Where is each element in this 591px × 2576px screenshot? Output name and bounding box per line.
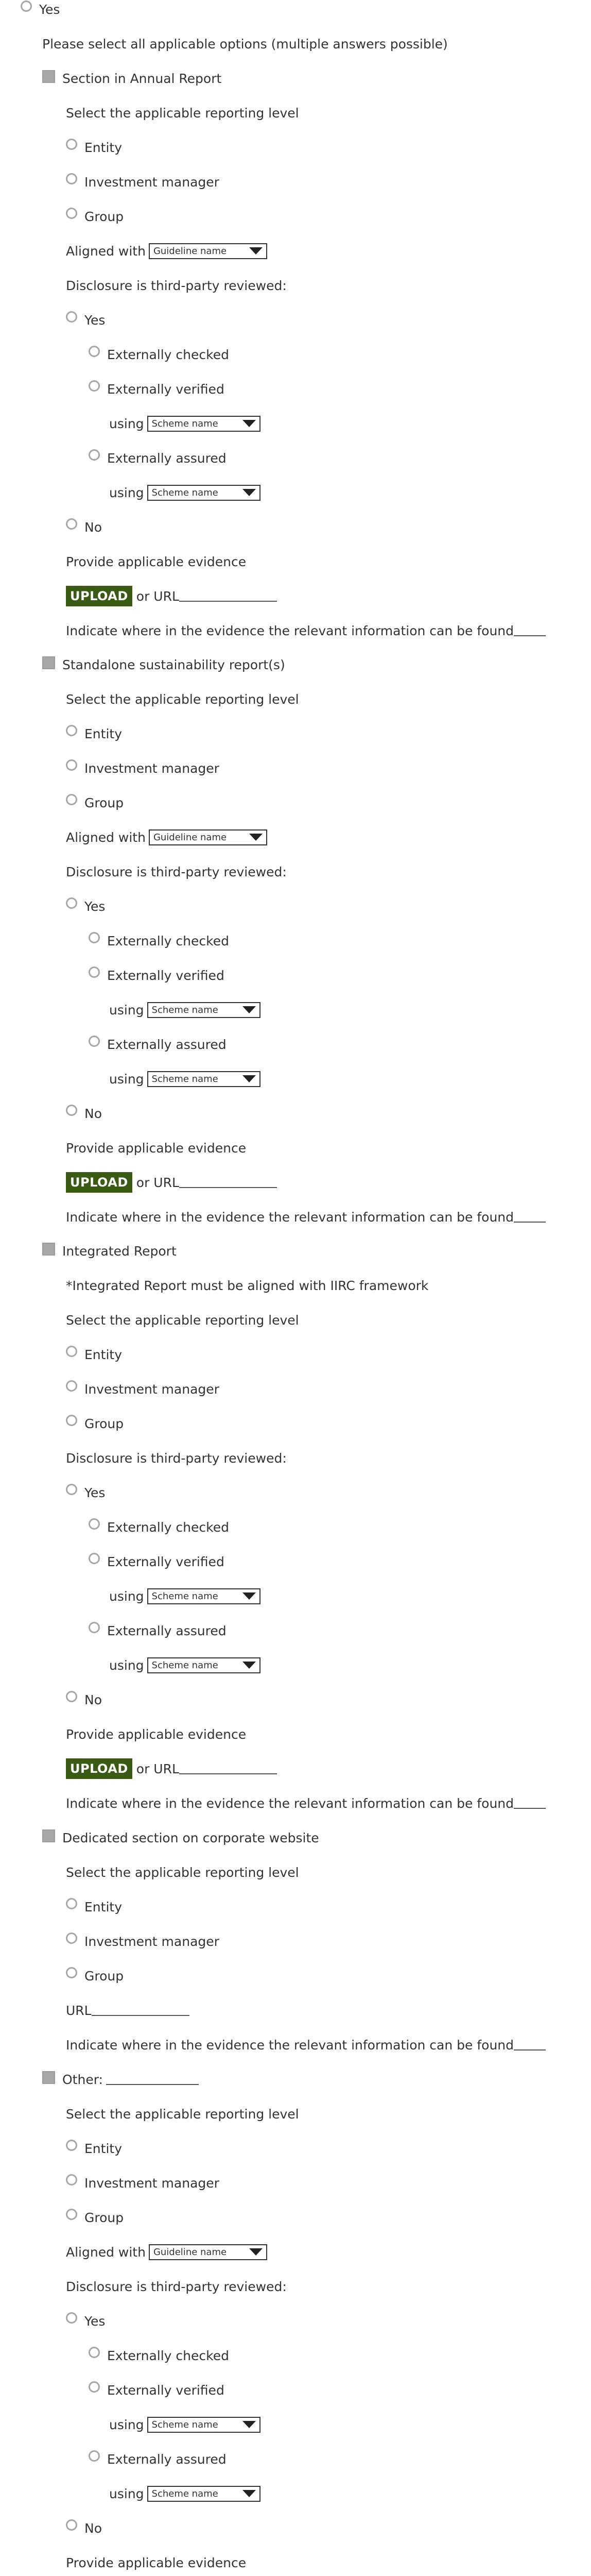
other-review-yes-label: Yes bbox=[84, 2313, 106, 2329]
standalone-report-assured-using-label: using bbox=[109, 1071, 144, 1087]
chevron-down-icon bbox=[242, 1662, 256, 1669]
annual-report-assured-using bbox=[109, 484, 260, 501]
integrated-report-label: Integrated Report bbox=[62, 1243, 177, 1259]
standalone-report-level-group-radio[interactable] bbox=[66, 794, 77, 805]
annual-report-reporting-level bbox=[66, 104, 299, 122]
other-level-entity-label: Entity bbox=[84, 2141, 122, 2156]
other-guideline-select[interactable] bbox=[149, 2244, 267, 2260]
integrated-report-third-party bbox=[66, 1449, 287, 1467]
integrated-report-review-yes-radio[interactable] bbox=[66, 1484, 77, 1495]
integrated-report bbox=[42, 1242, 177, 1260]
integrated-report-externally-assured-label: Externally assured bbox=[107, 1623, 227, 1638]
corporate-website-reporting-level bbox=[66, 1863, 299, 1881]
annual-report-checkbox[interactable] bbox=[42, 70, 55, 83]
integrated-report-level-investment-manager-label: Investment manager bbox=[84, 1381, 219, 1397]
annual-report-verified-using-label: using bbox=[109, 416, 144, 431]
integrated-report-url-input[interactable] bbox=[179, 1761, 277, 1774]
integrated-report-third-party-text: Disclosure is third-party reviewed: bbox=[66, 1450, 287, 1466]
standalone-report-externally-checked-label: Externally checked bbox=[107, 933, 229, 948]
annual-report-level-entity-radio[interactable] bbox=[66, 139, 77, 150]
standalone-report-indicate-row bbox=[66, 1208, 546, 1226]
annual-report-evidence-text: Provide applicable evidence bbox=[66, 554, 247, 569]
other-option-checkbox[interactable] bbox=[42, 2071, 55, 2084]
standalone-report-verified-using-scheme-select-value: Scheme name bbox=[151, 1004, 218, 1015]
chevron-down-icon bbox=[249, 247, 263, 255]
integrated-report-indicate-row bbox=[66, 1794, 546, 1812]
integrated-report-location-input[interactable] bbox=[514, 1795, 546, 1809]
integrated-report-assured-using-scheme-select[interactable] bbox=[147, 1657, 260, 1673]
annual-report-review-yes bbox=[66, 311, 105, 329]
integrated-report-level-entity-radio[interactable] bbox=[66, 1346, 77, 1357]
instruction bbox=[42, 35, 448, 53]
other-externally-assured-radio[interactable] bbox=[89, 2450, 100, 2462]
chevron-down-icon bbox=[242, 2490, 256, 2497]
standalone-report-level-entity bbox=[66, 725, 122, 742]
annual-report-review-no-label: No bbox=[84, 519, 102, 535]
chevron-down-icon bbox=[242, 2421, 256, 2428]
other-aligned-with-label: Aligned with bbox=[66, 2244, 146, 2260]
standalone-report-level-investment-manager-radio[interactable] bbox=[66, 759, 77, 771]
other-externally-verified-label: Externally verified bbox=[107, 2382, 224, 2398]
other-externally-checked-radio[interactable] bbox=[89, 2347, 100, 2358]
standalone-report-assured-using bbox=[109, 1070, 260, 1088]
standalone-report-externally-verified-radio[interactable] bbox=[89, 967, 100, 978]
standalone-report-aligned-with-label: Aligned with bbox=[66, 829, 146, 845]
other-level-group bbox=[66, 2209, 124, 2226]
other-review-no bbox=[66, 2519, 102, 2537]
standalone-report-evidence-text: Provide applicable evidence bbox=[66, 1140, 247, 1156]
annual-report-url-input[interactable] bbox=[179, 588, 277, 602]
standalone-report-externally-assured-label: Externally assured bbox=[107, 1037, 227, 1052]
other-aligned-with bbox=[66, 2243, 267, 2261]
corporate-website-reporting-level-text: Select the applicable reporting level bbox=[66, 1865, 299, 1880]
annual-report-externally-assured-label: Externally assured bbox=[107, 450, 227, 466]
integrated-report-assured-using-scheme-select-value: Scheme name bbox=[151, 1659, 218, 1671]
standalone-report-level-entity-label: Entity bbox=[84, 726, 122, 741]
integrated-report-review-no bbox=[66, 1691, 102, 1708]
other-option-label: Other: bbox=[62, 2072, 103, 2087]
annual-report-guideline-select[interactable] bbox=[149, 243, 267, 259]
other-assured-using-scheme-select-value: Scheme name bbox=[151, 2488, 218, 2499]
integrated-report-level-group bbox=[66, 1415, 124, 1432]
standalone-report-indicate-label: Indicate where in the evidence the relevant information can be found bbox=[66, 1209, 514, 1225]
standalone-report bbox=[42, 656, 285, 673]
annual-report-indicate-row bbox=[66, 622, 546, 639]
standalone-report-assured-using-scheme-select[interactable] bbox=[147, 1071, 260, 1087]
annual-report-level-investment-manager bbox=[66, 173, 219, 191]
annual-report-level-entity-label: Entity bbox=[84, 140, 122, 155]
annual-report-externally-checked-label: Externally checked bbox=[107, 347, 229, 362]
standalone-report-label: Standalone sustainability report(s) bbox=[62, 657, 285, 672]
corporate-website-level-investment-manager-radio[interactable] bbox=[66, 1933, 77, 1944]
other-level-entity bbox=[66, 2140, 122, 2157]
annual-report-verified-using-scheme-select-value: Scheme name bbox=[151, 418, 218, 429]
annual-report-externally-verified-radio[interactable] bbox=[89, 380, 100, 392]
integrated-report-externally-checked bbox=[89, 1518, 229, 1536]
corporate-website-label: Dedicated section on corporate website bbox=[62, 1830, 319, 1845]
annual-report-level-investment-manager-label: Investment manager bbox=[84, 174, 219, 190]
other-verified-using-label: using bbox=[109, 2417, 144, 2432]
integrated-report-externally-assured bbox=[89, 1622, 227, 1639]
corporate-website-level-investment-manager-label: Investment manager bbox=[84, 1934, 219, 1949]
standalone-report-aligned-with bbox=[66, 828, 267, 846]
integrated-report-externally-verified-radio[interactable] bbox=[89, 1553, 100, 1564]
other-level-investment-manager-label: Investment manager bbox=[84, 2175, 219, 2191]
integrated-report-review-no-label: No bbox=[84, 1692, 102, 1707]
standalone-report-externally-checked bbox=[89, 932, 229, 950]
integrated-report-evidence-upload bbox=[66, 1760, 277, 1777]
other-level-investment-manager-radio[interactable] bbox=[66, 2174, 77, 2185]
standalone-report-level-group bbox=[66, 794, 124, 811]
integrated-report-reporting-level bbox=[66, 1311, 299, 1329]
corporate-website-url-label: URL bbox=[66, 2003, 92, 2018]
corporate-website-level-group-radio[interactable] bbox=[66, 1967, 77, 1978]
corporate-website-level-group-label: Group bbox=[84, 1968, 124, 1984]
corporate-website-indicate-label: Indicate where in the evidence the relevant information can be found bbox=[66, 2037, 514, 2053]
other-externally-checked-label: Externally checked bbox=[107, 2348, 229, 2363]
standalone-report-assured-using-scheme-select-value: Scheme name bbox=[151, 1073, 218, 1084]
annual-report-level-group bbox=[66, 208, 124, 225]
corporate-website-indicate-row bbox=[66, 2036, 546, 2054]
annual-report-level-group-label: Group bbox=[84, 209, 124, 224]
integrated-report-level-investment-manager bbox=[66, 1380, 219, 1398]
annual-report-externally-verified-label: Externally verified bbox=[107, 381, 224, 397]
integrated-report-externally-verified bbox=[89, 1553, 224, 1570]
other-evidence bbox=[66, 2554, 246, 2571]
chevron-down-icon bbox=[242, 1006, 256, 1013]
standalone-report-review-yes bbox=[66, 897, 105, 915]
standalone-report-reporting-level-text: Select the applicable reporting level bbox=[66, 691, 299, 707]
standalone-report-verified-using-scheme-select[interactable] bbox=[147, 1002, 260, 1018]
iirc-note bbox=[66, 1277, 428, 1294]
integrated-report-externally-checked-radio[interactable] bbox=[89, 1518, 100, 1530]
corporate-website-level-entity bbox=[66, 1898, 122, 1916]
annual-report-verified-using bbox=[109, 415, 260, 432]
chevron-down-icon bbox=[249, 2248, 263, 2256]
annual-report-third-party bbox=[66, 277, 287, 294]
standalone-report-verified-using bbox=[109, 1001, 260, 1019]
integrated-report-review-yes-label: Yes bbox=[84, 1485, 106, 1500]
standalone-report-evidence bbox=[66, 1139, 246, 1157]
iirc-note-text: *Integrated Report must be aligned with IIRC framework bbox=[66, 1278, 429, 1293]
corporate-website-level-group bbox=[66, 1967, 124, 1985]
corporate-website bbox=[42, 1829, 319, 1846]
integrated-report-verified-using-label: using bbox=[109, 1588, 144, 1604]
standalone-report-verified-using-label: using bbox=[109, 1002, 144, 1018]
integrated-report-verified-using-scheme-select[interactable] bbox=[147, 1588, 260, 1604]
annual-report-indicate-label: Indicate where in the evidence the relevant information can be found bbox=[66, 623, 514, 638]
annual-report-reporting-level-text: Select the applicable reporting level bbox=[66, 105, 299, 121]
integrated-report-evidence-text: Provide applicable evidence bbox=[66, 1726, 247, 1742]
corporate-website-level-entity-radio[interactable] bbox=[66, 1898, 77, 1909]
corporate-website-url-row bbox=[66, 2002, 189, 2019]
annual-report-externally-assured bbox=[89, 449, 227, 467]
standalone-report-or-url-label: or URL bbox=[136, 1175, 179, 1190]
annual-report-verified-using-scheme-select[interactable] bbox=[147, 416, 260, 432]
standalone-report-externally-verified bbox=[89, 967, 224, 984]
annual-report-externally-checked bbox=[89, 346, 229, 363]
integrated-report-indicate-label: Indicate where in the evidence the relevant information can be found bbox=[66, 1795, 514, 1811]
other-level-group-label: Group bbox=[84, 2210, 124, 2225]
standalone-report-externally-assured bbox=[89, 1036, 227, 1053]
annual-report-aligned-with bbox=[66, 242, 267, 260]
other-option bbox=[42, 2071, 199, 2088]
other-externally-assured bbox=[89, 2450, 227, 2468]
chevron-down-icon bbox=[242, 1592, 256, 1600]
other-review-yes-radio[interactable] bbox=[66, 2312, 77, 2324]
annual-report-evidence bbox=[66, 553, 246, 570]
annual-report bbox=[42, 70, 221, 87]
annual-report-aligned-with-label: Aligned with bbox=[66, 243, 146, 259]
other-assured-using-label: using bbox=[109, 2486, 144, 2501]
integrated-report-level-entity-label: Entity bbox=[84, 1347, 122, 1362]
integrated-report-externally-verified-label: Externally verified bbox=[107, 1554, 224, 1569]
chevron-down-icon bbox=[242, 1075, 256, 1082]
integrated-report-level-group-radio[interactable] bbox=[66, 1415, 77, 1426]
integrated-report-or-url-label: or URL bbox=[136, 1761, 179, 1776]
annual-report-third-party-text: Disclosure is third-party reviewed: bbox=[66, 278, 287, 293]
annual-report-review-yes-label: Yes bbox=[84, 312, 106, 328]
corporate-website-level-investment-manager bbox=[66, 1933, 219, 1950]
other-assured-using bbox=[109, 2485, 260, 2502]
answer-yes bbox=[21, 1, 60, 18]
standalone-report-level-investment-manager bbox=[66, 759, 219, 777]
other-externally-assured-label: Externally assured bbox=[107, 2451, 227, 2467]
annual-report-level-entity bbox=[66, 139, 122, 156]
integrated-report-evidence bbox=[66, 1725, 246, 1743]
answer-yes-label: Yes bbox=[39, 2, 60, 17]
annual-report-review-yes-radio[interactable] bbox=[66, 311, 77, 323]
other-third-party bbox=[66, 2278, 287, 2295]
other-verified-using bbox=[109, 2416, 260, 2433]
standalone-report-level-group-label: Group bbox=[84, 795, 124, 810]
integrated-report-assured-using bbox=[109, 1656, 260, 1674]
standalone-report-location-input[interactable] bbox=[514, 1209, 546, 1223]
other-level-entity-radio[interactable] bbox=[66, 2140, 77, 2151]
other-review-yes bbox=[66, 2312, 105, 2330]
chevron-down-icon bbox=[242, 420, 256, 427]
annual-report-guideline-select-value: Guideline name bbox=[153, 245, 227, 257]
other-level-investment-manager bbox=[66, 2174, 219, 2192]
integrated-report-review-no-radio[interactable] bbox=[66, 1691, 77, 1702]
integrated-report-verified-using bbox=[109, 1587, 260, 1605]
corporate-website-location-input[interactable] bbox=[514, 2037, 546, 2050]
standalone-report-upload-button[interactable]: UPLOAD bbox=[66, 1172, 132, 1193]
integrated-report-level-entity bbox=[66, 1346, 122, 1363]
other-review-no-label: No bbox=[84, 2520, 102, 2536]
integrated-report-assured-using-label: using bbox=[109, 1657, 144, 1673]
annual-report-level-investment-manager-radio[interactable] bbox=[66, 173, 77, 184]
standalone-report-level-entity-radio[interactable] bbox=[66, 725, 77, 736]
standalone-report-checkbox[interactable] bbox=[42, 656, 55, 669]
integrated-report-externally-checked-label: Externally checked bbox=[107, 1519, 229, 1535]
standalone-report-third-party-text: Disclosure is third-party reviewed: bbox=[66, 864, 287, 879]
standalone-report-evidence-upload bbox=[66, 1174, 277, 1191]
annual-report-location-input[interactable] bbox=[514, 623, 546, 636]
annual-report-review-no-radio[interactable] bbox=[66, 518, 77, 530]
standalone-report-review-no-label: No bbox=[84, 1106, 102, 1121]
standalone-report-externally-assured-radio[interactable] bbox=[89, 1036, 100, 1047]
standalone-report-third-party bbox=[66, 863, 287, 880]
other-level-group-radio[interactable] bbox=[66, 2209, 77, 2220]
annual-report-externally-assured-radio[interactable] bbox=[89, 449, 100, 461]
other-externally-verified bbox=[89, 2381, 224, 2399]
integrated-report-level-investment-manager-radio[interactable] bbox=[66, 1380, 77, 1392]
annual-report-externally-checked-radio[interactable] bbox=[89, 346, 100, 357]
other-third-party-text: Disclosure is third-party reviewed: bbox=[66, 2279, 287, 2294]
standalone-report-review-yes-label: Yes bbox=[84, 899, 106, 914]
integrated-report-review-yes bbox=[66, 1484, 105, 1501]
instruction-text: Please select all applicable options (multiple answers possible) bbox=[42, 36, 448, 52]
annual-report-label: Section in Annual Report bbox=[62, 71, 222, 86]
standalone-report-externally-checked-radio[interactable] bbox=[89, 932, 100, 943]
annual-report-externally-verified bbox=[89, 380, 224, 398]
other-guideline-select-value: Guideline name bbox=[153, 2246, 227, 2258]
other-assured-using-scheme-select[interactable] bbox=[147, 2486, 260, 2502]
other-verified-using-scheme-select-value: Scheme name bbox=[151, 2419, 218, 2430]
integrated-report-upload-button[interactable]: UPLOAD bbox=[66, 1758, 132, 1779]
standalone-report-reporting-level bbox=[66, 690, 299, 708]
other-externally-checked bbox=[89, 2347, 229, 2364]
standalone-report-review-no bbox=[66, 1105, 102, 1122]
annual-report-level-group-radio[interactable] bbox=[66, 208, 77, 219]
integrated-report-externally-assured-radio[interactable] bbox=[89, 1622, 100, 1633]
integrated-report-reporting-level-text: Select the applicable reporting level bbox=[66, 1312, 299, 1328]
other-reporting-level bbox=[66, 2105, 299, 2123]
annual-report-upload-button[interactable]: UPLOAD bbox=[66, 586, 132, 606]
other-reporting-level-text: Select the applicable reporting level bbox=[66, 2106, 299, 2122]
annual-report-assured-using-label: using bbox=[109, 485, 144, 500]
chevron-down-icon bbox=[249, 834, 263, 841]
corporate-website-url-input[interactable] bbox=[92, 2003, 189, 2016]
standalone-report-externally-verified-label: Externally verified bbox=[107, 968, 224, 983]
annual-report-assured-using-scheme-select[interactable] bbox=[147, 485, 260, 501]
annual-report-assured-using-scheme-select-value: Scheme name bbox=[151, 487, 218, 498]
other-specify-input[interactable] bbox=[106, 2072, 199, 2085]
annual-report-review-no bbox=[66, 518, 102, 536]
chevron-down-icon bbox=[242, 489, 256, 496]
standalone-report-review-no-radio[interactable] bbox=[66, 1105, 77, 1116]
other-evidence-text: Provide applicable evidence bbox=[66, 2555, 247, 2570]
standalone-report-level-investment-manager-label: Investment manager bbox=[84, 760, 219, 776]
standalone-report-review-yes-radio[interactable] bbox=[66, 897, 77, 909]
standalone-report-guideline-select-value: Guideline name bbox=[153, 832, 227, 843]
integrated-report-level-group-label: Group bbox=[84, 1416, 124, 1431]
annual-report-evidence-upload bbox=[66, 587, 277, 605]
other-review-no-radio[interactable] bbox=[66, 2519, 77, 2531]
standalone-report-url-input[interactable] bbox=[179, 1175, 277, 1188]
integrated-report-verified-using-scheme-select-value: Scheme name bbox=[151, 1590, 218, 1602]
other-verified-using-scheme-select[interactable] bbox=[147, 2417, 260, 2433]
answer-yes-radio[interactable] bbox=[21, 1, 32, 12]
corporate-website-level-entity-label: Entity bbox=[84, 1899, 122, 1914]
other-externally-verified-radio[interactable] bbox=[89, 2381, 100, 2393]
corporate-website-checkbox[interactable] bbox=[42, 1829, 55, 1842]
annual-report-or-url-label: or URL bbox=[136, 588, 179, 604]
integrated-report-checkbox[interactable] bbox=[42, 1243, 55, 1256]
standalone-report-guideline-select[interactable] bbox=[149, 829, 267, 845]
